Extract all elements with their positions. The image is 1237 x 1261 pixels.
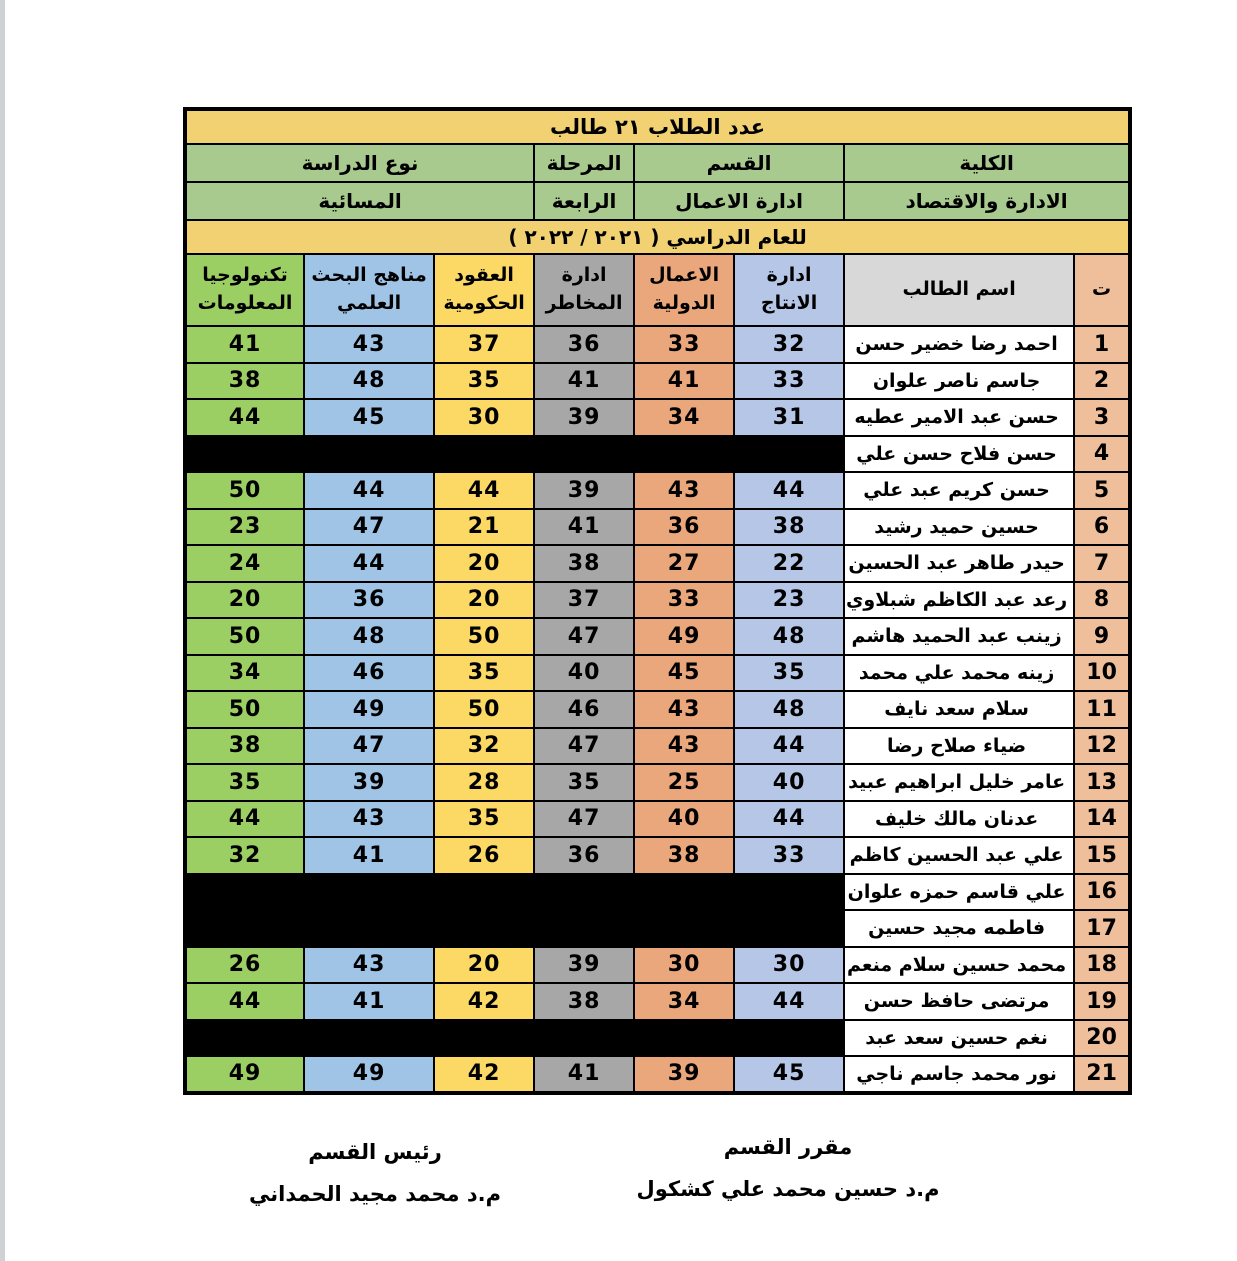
grade-intl_business: 25: [634, 764, 734, 801]
grade-info_technology: 41: [185, 326, 304, 363]
student-name: عدنان مالك خليف: [844, 801, 1074, 838]
grade-intl_business: 40: [634, 801, 734, 838]
grade-info_technology: 38: [185, 363, 304, 400]
grade-info_technology: 34: [185, 655, 304, 692]
grades-table: [183, 107, 1132, 1095]
table-row: [185, 326, 1130, 363]
column-header-intl_business: الاعمال الدولية: [634, 254, 734, 326]
table-row: [185, 545, 1130, 582]
row-number: 21: [1074, 1056, 1130, 1093]
grade-intl_business: 43: [634, 728, 734, 765]
table-row: [185, 947, 1130, 984]
grade-info_technology: 26: [185, 947, 304, 984]
column-header-no: ت: [1074, 254, 1130, 326]
grade-govt_contracts: 50: [434, 691, 534, 728]
row-number: 5: [1074, 472, 1130, 509]
grade-risk_mgmt: 46: [534, 691, 634, 728]
student-name: رعد عبد الكاظم شبلاوي: [844, 582, 1074, 619]
info-header-row: [185, 144, 1130, 182]
grade-research_methods: 46: [304, 655, 434, 692]
grade-intl_business: 43: [634, 691, 734, 728]
table-row: [185, 618, 1130, 655]
grade-risk_mgmt: 41: [534, 1056, 634, 1093]
grade-govt_contracts: 35: [434, 655, 534, 692]
row-number: 15: [1074, 837, 1130, 874]
grade-research_methods: 43: [304, 801, 434, 838]
row-number: 7: [1074, 545, 1130, 582]
table-row: [185, 837, 1130, 874]
table-row: [185, 801, 1130, 838]
grade-info_technology: 50: [185, 618, 304, 655]
student-name: ضياء صلاح رضا: [844, 728, 1074, 765]
table-row: [185, 874, 1130, 911]
row-number: 12: [1074, 728, 1130, 765]
grade-research_methods: 43: [304, 947, 434, 984]
student-name: حيدر طاهر عبد الحسين: [844, 545, 1074, 582]
grade-govt_contracts: 44: [434, 472, 534, 509]
grade-research_methods: 36: [304, 582, 434, 619]
grade-research_methods: 44: [304, 545, 434, 582]
grade-risk_mgmt: 39: [534, 947, 634, 984]
study-type-header: نوع الدراسة: [185, 144, 534, 182]
grade-risk_mgmt: 37: [534, 582, 634, 619]
grade-research_methods: 39: [304, 764, 434, 801]
grade-risk_mgmt: 41: [534, 509, 634, 546]
scan-edge-artifact: [0, 0, 5, 1261]
grade-govt_contracts: 21: [434, 509, 534, 546]
row-number: 10: [1074, 655, 1130, 692]
student-name: محمد حسين سلام منعم: [844, 947, 1074, 984]
grade-research_methods: 45: [304, 399, 434, 436]
grade-info_technology: 44: [185, 399, 304, 436]
grade-govt_contracts: 20: [434, 947, 534, 984]
grade-intl_business: 30: [634, 947, 734, 984]
academic-year-banner: للعام الدراسي ( ٢٠٢١ / ٢٠٢٢ ): [185, 220, 1130, 254]
student-name: حسن فلاح حسن علي: [844, 436, 1074, 473]
table-row: [185, 983, 1130, 1020]
grade-risk_mgmt: 38: [534, 983, 634, 1020]
grade-govt_contracts: 35: [434, 801, 534, 838]
grade-production_mgmt: 30: [734, 947, 844, 984]
signature-department-rapporteur: [618, 1126, 958, 1210]
grade-research_methods: 49: [304, 1056, 434, 1093]
table-row: [185, 1020, 1130, 1057]
students-count-banner: عدد الطلاب ٢١ طالب: [185, 109, 1130, 144]
grade-risk_mgmt: 47: [534, 728, 634, 765]
redacted-grades: [185, 874, 844, 911]
stage-value: الرابعة: [534, 182, 634, 220]
grade-intl_business: 43: [634, 472, 734, 509]
grade-risk_mgmt: 47: [534, 618, 634, 655]
grade-research_methods: 48: [304, 363, 434, 400]
row-number: 17: [1074, 910, 1130, 947]
row-number: 20: [1074, 1020, 1130, 1057]
grade-intl_business: 36: [634, 509, 734, 546]
grade-production_mgmt: 31: [734, 399, 844, 436]
grade-govt_contracts: 26: [434, 837, 534, 874]
info-value-row: [185, 182, 1130, 220]
grade-production_mgmt: 38: [734, 509, 844, 546]
row-number: 11: [1074, 691, 1130, 728]
table-row: [185, 472, 1130, 509]
grade-govt_contracts: 32: [434, 728, 534, 765]
grade-info_technology: 50: [185, 472, 304, 509]
grade-govt_contracts: 20: [434, 545, 534, 582]
grade-intl_business: 45: [634, 655, 734, 692]
column-header-risk_mgmt: ادارة المخاطر: [534, 254, 634, 326]
grade-research_methods: 47: [304, 728, 434, 765]
grade-production_mgmt: 44: [734, 472, 844, 509]
student-name: نور محمد جاسم ناجي: [844, 1056, 1074, 1093]
grade-research_methods: 47: [304, 509, 434, 546]
table-row: [185, 728, 1130, 765]
grade-govt_contracts: 50: [434, 618, 534, 655]
table-row: [185, 1056, 1130, 1093]
signature-department-head: [205, 1131, 545, 1215]
student-name: نغم حسين سعد عبد: [844, 1020, 1074, 1057]
college-value: الادارة والاقتصاد: [844, 182, 1130, 220]
grade-production_mgmt: 44: [734, 983, 844, 1020]
student-name: علي قاسم حمزه علوان: [844, 874, 1074, 911]
table-row: [185, 764, 1130, 801]
row-number: 2: [1074, 363, 1130, 400]
grade-intl_business: 33: [634, 582, 734, 619]
student-name: فاطمه مجيد حسين: [844, 910, 1074, 947]
department-header: القسم: [634, 144, 844, 182]
redacted-grades: [185, 910, 844, 947]
student-name: حسن كريم عبد علي: [844, 472, 1074, 509]
grade-risk_mgmt: 47: [534, 801, 634, 838]
grade-info_technology: 23: [185, 509, 304, 546]
grade-info_technology: 38: [185, 728, 304, 765]
grade-production_mgmt: 22: [734, 545, 844, 582]
grade-production_mgmt: 33: [734, 837, 844, 874]
student-name: جاسم ناصر علوان: [844, 363, 1074, 400]
table-row: [185, 509, 1130, 546]
student-name: زينب عبد الحميد هاشم: [844, 618, 1074, 655]
signature-name: م.د محمد مجيد الحمداني: [248, 1182, 502, 1206]
grade-risk_mgmt: 35: [534, 764, 634, 801]
student-name: احمد رضا خضير حسن: [844, 326, 1074, 363]
grade-govt_contracts: 42: [434, 983, 534, 1020]
academic-year-row: [185, 220, 1130, 254]
grade-intl_business: 38: [634, 837, 734, 874]
table-row: [185, 655, 1130, 692]
grade-research_methods: 48: [304, 618, 434, 655]
grade-intl_business: 33: [634, 326, 734, 363]
grade-production_mgmt: 32: [734, 326, 844, 363]
row-number: 8: [1074, 582, 1130, 619]
student-name: سلام سعد نايف: [844, 691, 1074, 728]
table-row: [185, 399, 1130, 436]
grade-intl_business: 49: [634, 618, 734, 655]
row-number: 9: [1074, 618, 1130, 655]
grade-info_technology: 35: [185, 764, 304, 801]
grade-production_mgmt: 48: [734, 618, 844, 655]
grade-govt_contracts: 42: [434, 1056, 534, 1093]
column-header-production_mgmt: ادارة الانتاج: [734, 254, 844, 326]
grade-research_methods: 44: [304, 472, 434, 509]
student-name: حسين حميد رشيد: [844, 509, 1074, 546]
column-header-row: [185, 254, 1130, 326]
grade-risk_mgmt: 39: [534, 472, 634, 509]
table-row: [185, 582, 1130, 619]
signature-title: رئيس القسم: [308, 1140, 442, 1164]
grade-production_mgmt: 44: [734, 728, 844, 765]
grade-production_mgmt: 44: [734, 801, 844, 838]
row-number: 19: [1074, 983, 1130, 1020]
redacted-grades: [185, 1020, 844, 1057]
grade-risk_mgmt: 41: [534, 363, 634, 400]
grade-info_technology: 44: [185, 801, 304, 838]
column-header-student_name: اسم الطالب: [844, 254, 1074, 326]
grade-risk_mgmt: 36: [534, 837, 634, 874]
college-header: الكلية: [844, 144, 1130, 182]
grade-research_methods: 41: [304, 983, 434, 1020]
grade-info_technology: 24: [185, 545, 304, 582]
signature-title: مقرر القسم: [723, 1135, 853, 1159]
signature-name: م.د حسين محمد علي كشكول: [636, 1177, 940, 1201]
grade-intl_business: 34: [634, 399, 734, 436]
row-number: 1: [1074, 326, 1130, 363]
grade-govt_contracts: 30: [434, 399, 534, 436]
grade-production_mgmt: 45: [734, 1056, 844, 1093]
table-row: [185, 363, 1130, 400]
row-number: 6: [1074, 509, 1130, 546]
student-name: عامر خليل ابراهيم عبيد: [844, 764, 1074, 801]
students-count-row: [185, 109, 1130, 144]
stage-header: المرحلة: [534, 144, 634, 182]
grade-research_methods: 41: [304, 837, 434, 874]
grades-tbody: [185, 326, 1130, 1093]
grade-research_methods: 49: [304, 691, 434, 728]
grade-info_technology: 50: [185, 691, 304, 728]
grade-risk_mgmt: 36: [534, 326, 634, 363]
grade-govt_contracts: 37: [434, 326, 534, 363]
row-number: 16: [1074, 874, 1130, 911]
row-number: 14: [1074, 801, 1130, 838]
grade-info_technology: 44: [185, 983, 304, 1020]
column-header-info_technology: تكنولوجيا المعلومات: [185, 254, 304, 326]
grade-info_technology: 32: [185, 837, 304, 874]
grade-info_technology: 20: [185, 582, 304, 619]
student-name: مرتضى حافظ حسن: [844, 983, 1074, 1020]
grade-intl_business: 41: [634, 363, 734, 400]
grade-production_mgmt: 33: [734, 363, 844, 400]
redacted-grades: [185, 436, 844, 473]
grade-risk_mgmt: 40: [534, 655, 634, 692]
table-row: [185, 910, 1130, 947]
grade-intl_business: 34: [634, 983, 734, 1020]
table-row: [185, 436, 1130, 473]
grade-risk_mgmt: 38: [534, 545, 634, 582]
row-number: 3: [1074, 399, 1130, 436]
grade-research_methods: 43: [304, 326, 434, 363]
grade-intl_business: 39: [634, 1056, 734, 1093]
table-row: [185, 691, 1130, 728]
row-number: 18: [1074, 947, 1130, 984]
grade-info_technology: 49: [185, 1056, 304, 1093]
student-name: زينه محمد علي محمد: [844, 655, 1074, 692]
grade-production_mgmt: 23: [734, 582, 844, 619]
grade-govt_contracts: 35: [434, 363, 534, 400]
row-number: 4: [1074, 436, 1130, 473]
grade-govt_contracts: 20: [434, 582, 534, 619]
grade-production_mgmt: 48: [734, 691, 844, 728]
grade-govt_contracts: 28: [434, 764, 534, 801]
department-value: ادارة الاعمال: [634, 182, 844, 220]
student-name: حسن عبد الامير عطيه: [844, 399, 1074, 436]
grade-risk_mgmt: 39: [534, 399, 634, 436]
grade-intl_business: 27: [634, 545, 734, 582]
study-type-value: المسائية: [185, 182, 534, 220]
column-header-research_methods: مناهج البحث العلمي: [304, 254, 434, 326]
student-name: علي عبد الحسين كاظم: [844, 837, 1074, 874]
row-number: 13: [1074, 764, 1130, 801]
grade-production_mgmt: 40: [734, 764, 844, 801]
column-header-govt_contracts: العقود الحكومية: [434, 254, 534, 326]
grade-production_mgmt: 35: [734, 655, 844, 692]
